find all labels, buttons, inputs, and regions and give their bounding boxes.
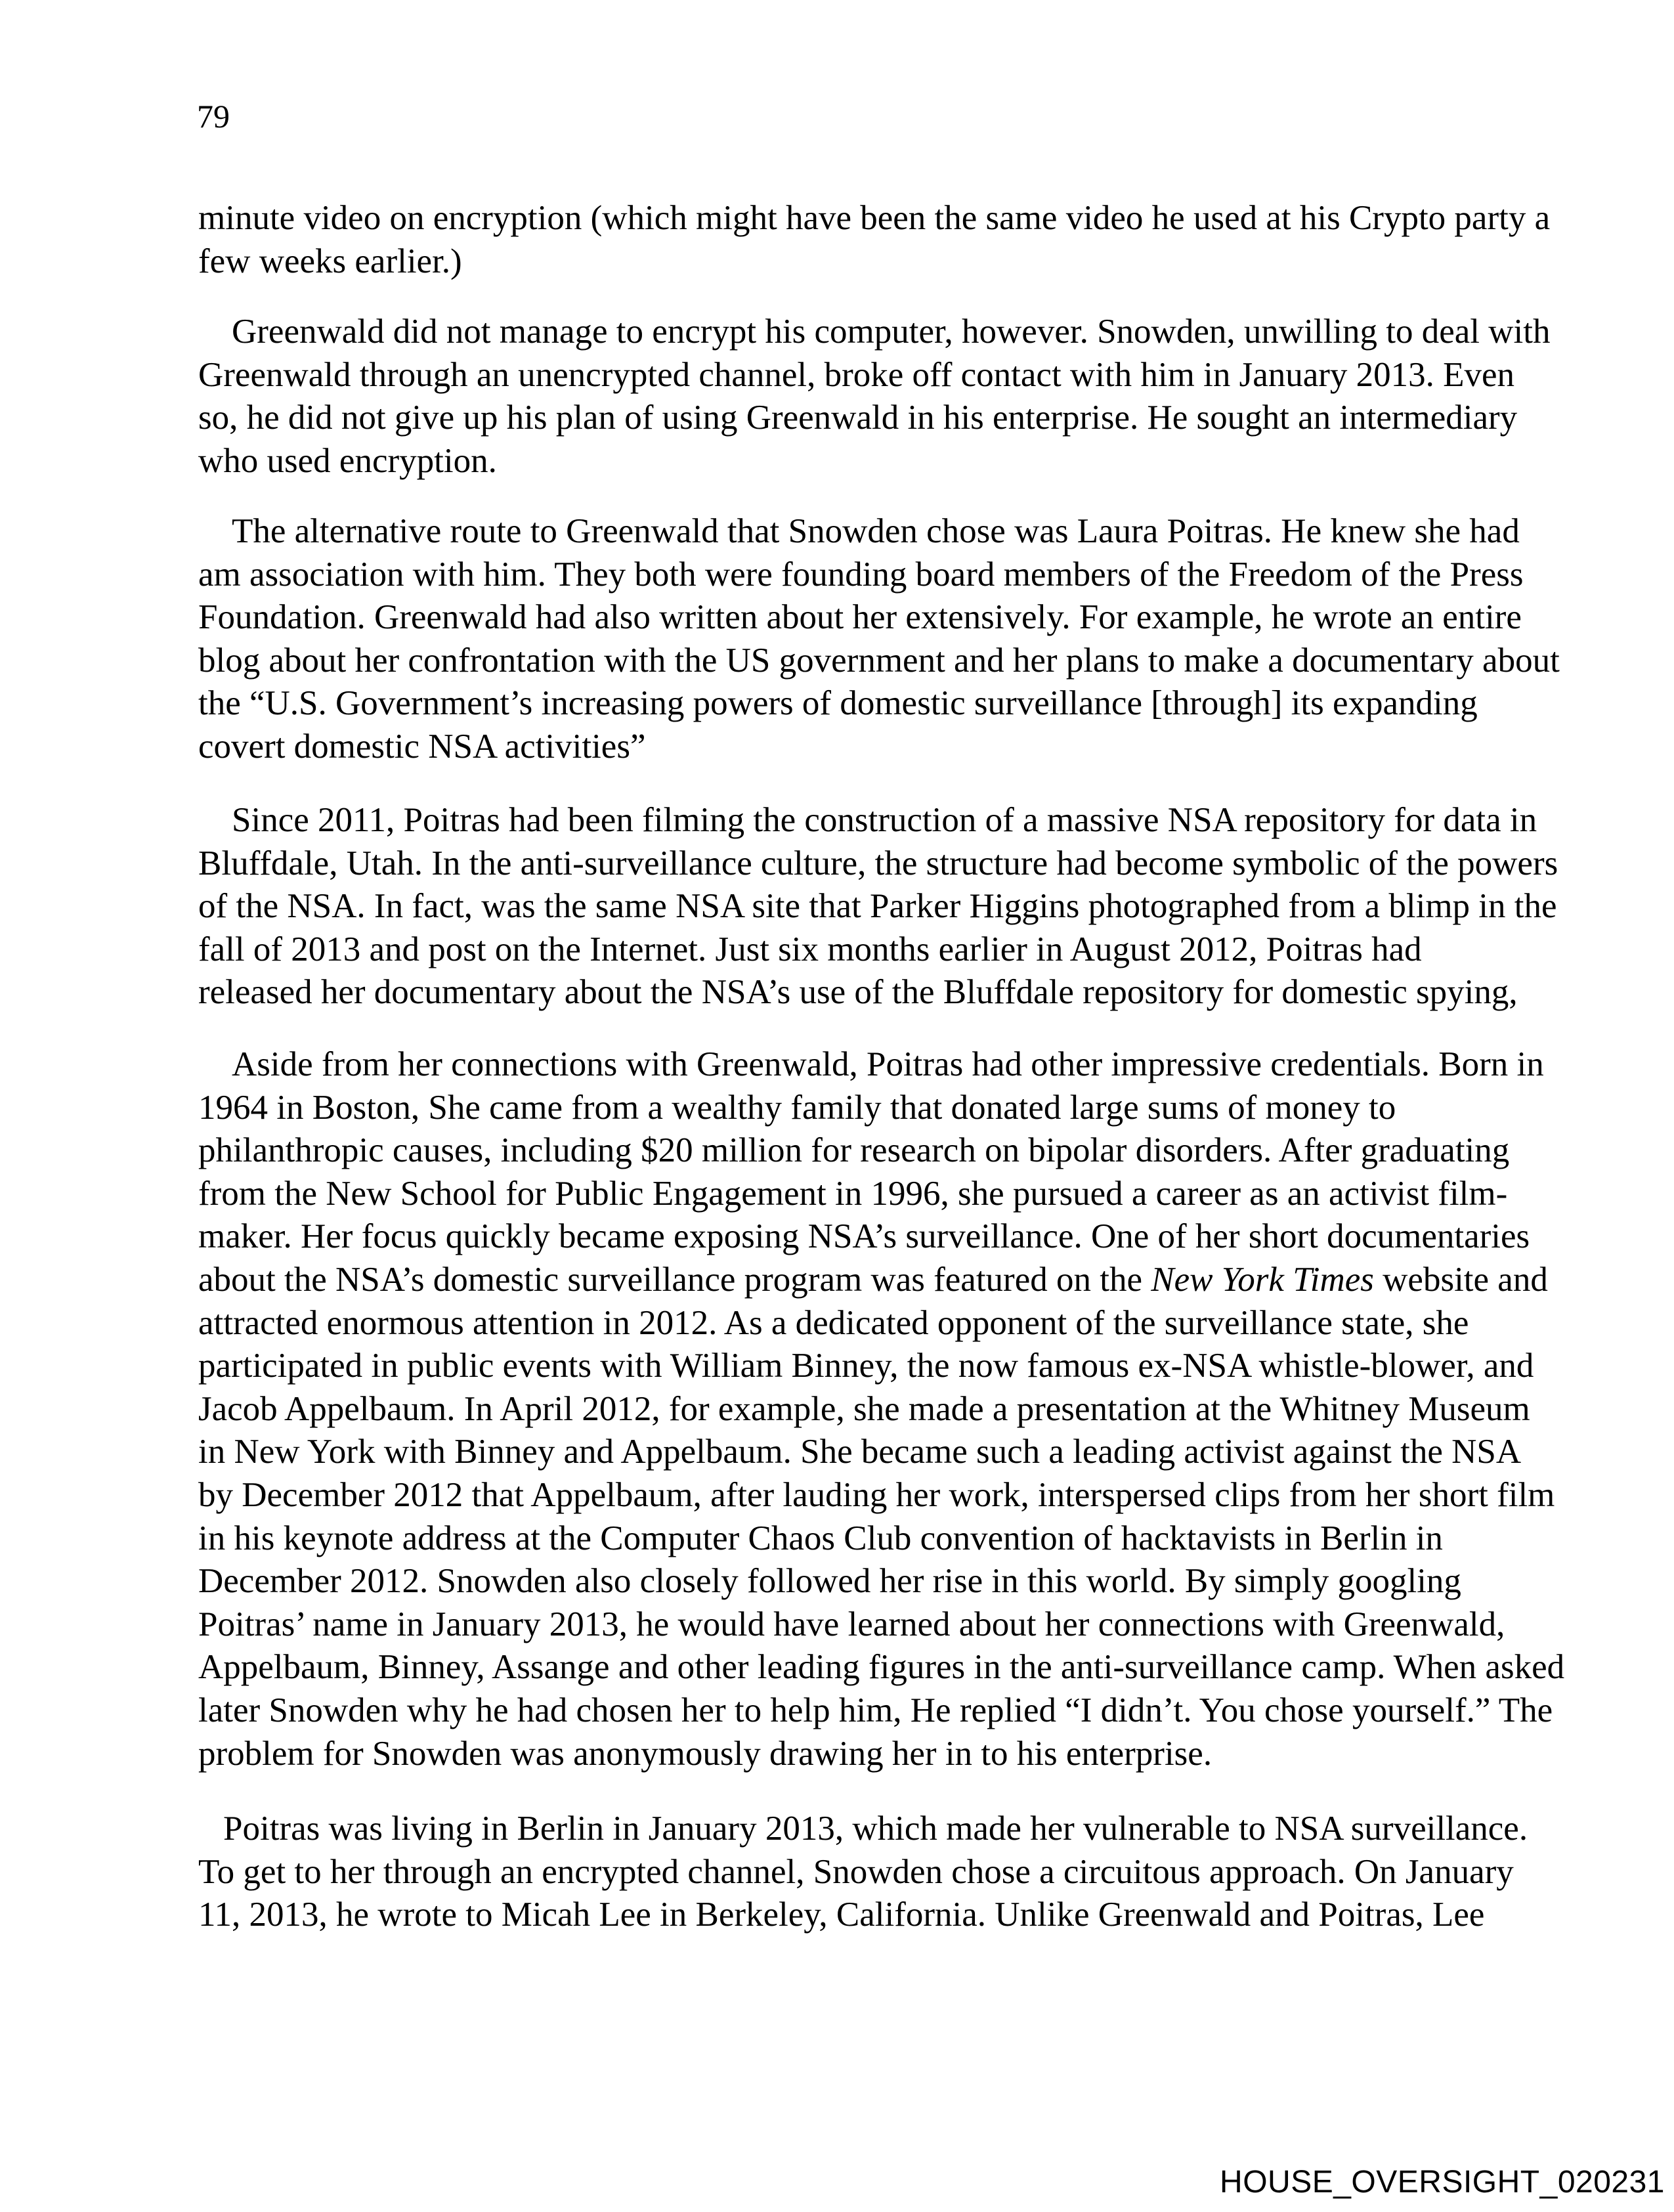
- text-line: Poitras’ name in January 2013, he would have learned about her connections with Greenwald,: [198, 1605, 1505, 1643]
- paragraph-6: [198, 1808, 1528, 1937]
- page-number: 79: [197, 98, 230, 135]
- text-line: released her documentary about the NSA’s use of the Bluffdale repository for domestic spying,: [198, 973, 1518, 1012]
- text-line: of the NSA. In fact, was the same NSA site that Parker Higgins photographed from a blimp in the: [198, 887, 1557, 926]
- text-line: in New York with Binney and Appelbaum. She became such a leading activist against the NSA: [198, 1433, 1522, 1471]
- text-line: covert domestic NSA activities”: [198, 727, 646, 766]
- paragraph-5: [198, 1043, 1565, 1775]
- text-line: Greenwald through an unencrypted channel, broke off contact with him in January 2013. Even: [198, 355, 1515, 394]
- text-line: 1964 in Boston, She came from a wealthy family that donated large sums of money to: [198, 1088, 1396, 1127]
- text-line: blog about her confrontation with the US government and her plans to make a documentary about: [198, 641, 1560, 680]
- text-line: Poitras was living in Berlin in January 2013, which made her vulnerable to NSA surveillance.: [223, 1810, 1528, 1848]
- publication-title: New York Times: [1151, 1260, 1374, 1299]
- text-line: The alternative route to Greenwald that Snowden chose was Laura Poitras. He knew she had: [232, 512, 1520, 550]
- text-line: fall of 2013 and post on the Internet. Just six months earlier in August 2012, Poitras had: [198, 930, 1422, 968]
- text-line: problem for Snowden was anonymously drawing her in to his enterprise.: [198, 1734, 1213, 1773]
- text-line: few weeks earlier.): [198, 242, 462, 280]
- text-line-with-title: [198, 1259, 1548, 1302]
- text-line: later Snowden why he had chosen her to help him, He replied “I didn’t. You chose yourself.” The: [198, 1691, 1553, 1729]
- paragraph-4: [198, 799, 1558, 1014]
- text-line: maker. Her focus quickly became exposing NSA’s surveillance. One of her short documentaries: [198, 1217, 1530, 1256]
- text-line: Appelbaum, Binney, Assange and other leading figures in the anti-surveillance camp. When asked: [198, 1648, 1565, 1687]
- text-line: in his keynote address at the Computer Chaos Club convention of hacktavists in Berlin in: [198, 1519, 1443, 1557]
- text-line: am association with him. They both were founding board members of the Freedom of the Press: [198, 555, 1524, 594]
- bates-stamp: HOUSE_OVERSIGHT_020231: [1220, 2165, 1665, 2200]
- text-line: Since 2011, Poitras had been filming the construction of a massive NSA repository for data in: [232, 801, 1537, 839]
- text-line: participated in public events with William Binney, the now famous ex-NSA whistle-blower, and: [198, 1347, 1534, 1385]
- text-line: 11, 2013, he wrote to Micah Lee in Berkeley, California. Unlike Greenwald and Poitras, Lee: [198, 1896, 1485, 1934]
- text-line: Greenwald did not manage to encrypt his computer, however. Snowden, unwilling to deal with: [232, 313, 1551, 351]
- text-line: December 2012. Snowden also closely followed her rise in this world. By simply googling: [198, 1562, 1461, 1601]
- text-line: the “U.S. Government’s increasing powers of domestic surveillance [through] its expanding: [198, 684, 1478, 723]
- paragraph-3: [198, 510, 1560, 769]
- text-segment: website and: [1373, 1260, 1548, 1299]
- text-line: attracted enormous attention in 2012. As a dedicated opponent of the surveillance state, she: [198, 1303, 1469, 1342]
- text-line: Jacob Appelbaum. In April 2012, for example, she made a presentation at the Whitney Museum: [198, 1389, 1530, 1428]
- text-line: by December 2012 that Appelbaum, after lauding her work, interspersed clips from her short film: [198, 1475, 1555, 1514]
- text-line: philanthropic causes, including $20 million for research on bipolar disorders. After graduating: [198, 1131, 1510, 1170]
- text-line: Foundation. Greenwald had also written about her extensively. For example, he wrote an entire: [198, 598, 1522, 637]
- text-line: Bluffdale, Utah. In the anti-surveillance culture, the structure had become symbolic of the powers: [198, 844, 1558, 882]
- text-segment: about the NSA’s domestic surveillance program was featured on the: [198, 1260, 1151, 1299]
- text-line: so, he did not give up his plan of using Greenwald in his enterprise. He sought an intermediary: [198, 399, 1518, 437]
- text-line: who used encryption.: [198, 441, 497, 480]
- text-line: To get to her through an encrypted channel, Snowden chose a circuitous approach. On January: [198, 1852, 1514, 1891]
- paragraph-1: [198, 197, 1551, 283]
- text-line: minute video on encryption (which might have been the same video he used at his Crypto party a: [198, 199, 1551, 237]
- text-line: from the New School for Public Engagement in 1996, she pursued a career as an activist film-: [198, 1174, 1508, 1213]
- paragraph-2: [198, 311, 1551, 483]
- text-line: Aside from her connections with Greenwald, Poitras had other impressive credentials. Born in: [232, 1045, 1544, 1083]
